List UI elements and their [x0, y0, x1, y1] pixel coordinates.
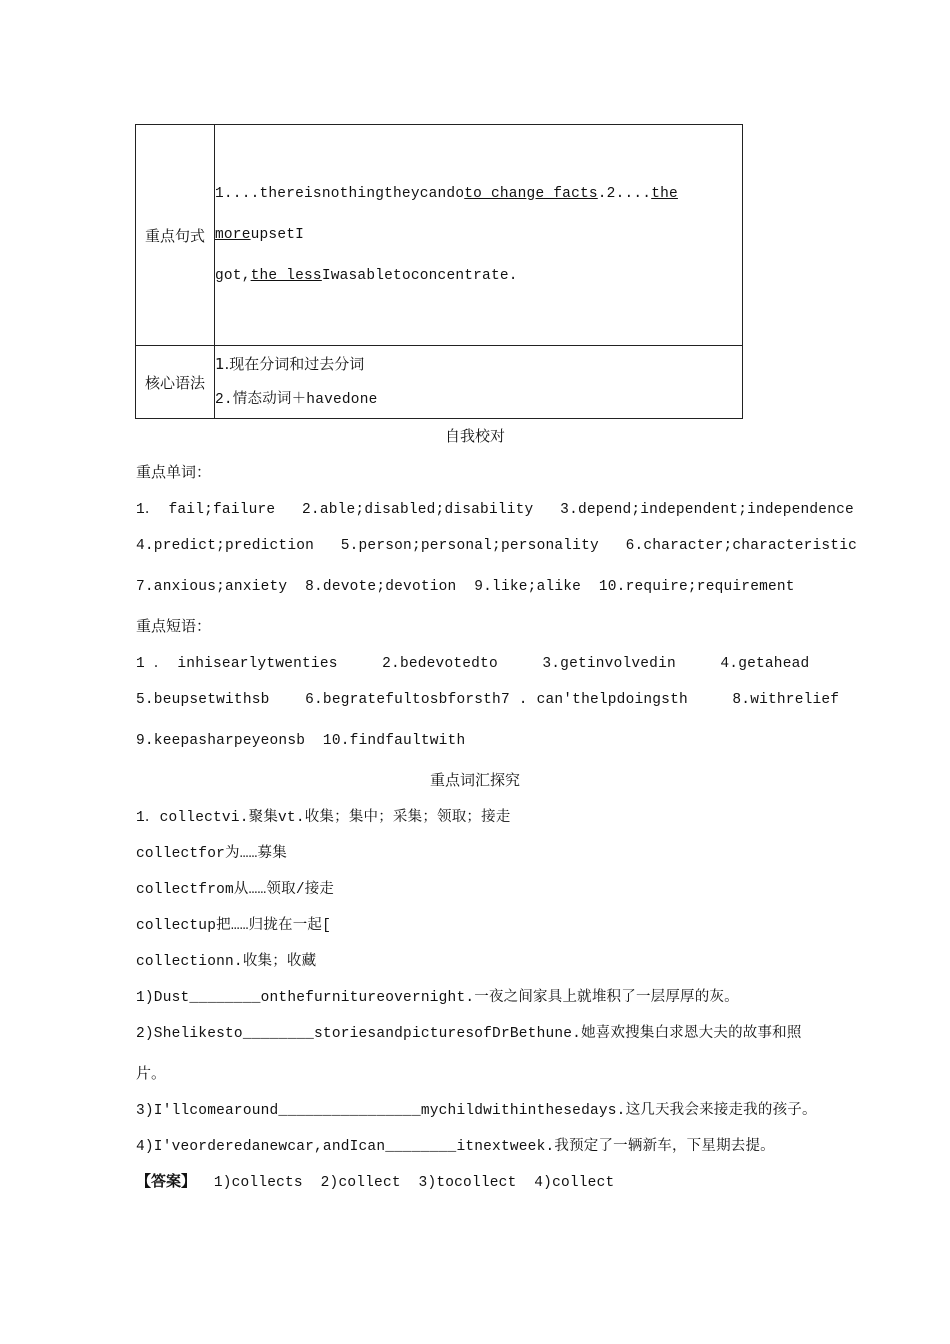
- answer-text: 1)collects 2)collect 3)tocollect 4)collect: [196, 1175, 615, 1191]
- answer-line: [136, 1170, 614, 1191]
- table-row: [136, 346, 743, 419]
- example-2: 2)Shelikesto________storiesandpicturesofDrBethune.她喜欢搜集白求恩大夫的故事和照: [136, 1026, 802, 1042]
- key-sentences-cell: [215, 125, 743, 346]
- words-line-3: 7.anxious;anxiety 8.devote;devotion 9.like;alike 10.require;requirement: [136, 579, 795, 595]
- table-row: [136, 125, 743, 346]
- example-3: 3)I'llcomearound________________mychildwithinthesedays.这几天我会来接走我的孩子。: [136, 1103, 817, 1119]
- vocab-sub-2: collectfrom从……领取/接走: [136, 882, 335, 898]
- vocab-sub-3: collectup把……归拢在一起[: [136, 918, 332, 934]
- vocab-sub-1: collectfor为……募集: [136, 846, 287, 862]
- answer-label: 【答案】: [136, 1172, 197, 1190]
- key-sentence-line-1: 1....thereisnothingtheycandoto change facts.2....the moreupsetI: [215, 185, 678, 243]
- example-2-continued: 片。: [136, 1064, 167, 1082]
- phrases-line-2: 5.beupsetwithsb 6.begratefultosbforsth7 . can'thelpdoingsth 8.withrelief: [136, 692, 840, 708]
- words-line-1: 1． fail;failure 2.able;disabled;disability 3.depend;independent;independence: [136, 502, 854, 518]
- grammar-item-1: 1.现在分词和过去分词: [215, 355, 365, 373]
- self-check-title: 自我校对: [444, 427, 505, 445]
- row-label-core-grammar: 核心语法: [136, 346, 215, 419]
- vocab-title: 重点词汇探究: [429, 771, 520, 789]
- phrases-heading: 重点短语：: [136, 617, 212, 635]
- phrases-line-1: 1 ． inhisearlytwenties 2.bedevotedto 3.getinvolvedin 4.getahead: [136, 656, 810, 672]
- words-heading: 重点单词：: [136, 463, 212, 481]
- vocab-sub-4: collectionn.收集；收藏: [136, 954, 317, 970]
- summary-table: [135, 124, 743, 419]
- key-sentence-line-2: got,the lessIwasabletoconcentrate.: [215, 267, 518, 284]
- phrases-line-3: 9.keepasharpeyeonsb 10.findfaultwith: [136, 733, 466, 749]
- row-label-key-sentences: 重点句式: [136, 125, 215, 346]
- example-1: 1)Dust________onthefurnitureovernight.一夜之间家具上就堆积了一层厚厚的灰。: [136, 990, 739, 1006]
- words-line-2: 4.predict;prediction 5.person;personal;personality 6.character;characteristic: [136, 538, 858, 554]
- example-4: 4)I'veorderedanewcar,andIcan________itnextweek.我预定了一辆新车，下星期去提。: [136, 1139, 775, 1155]
- core-grammar-cell: [215, 346, 743, 419]
- grammar-item-2: 2.情态动词＋havedone: [215, 392, 378, 408]
- vocab-entry: 1．collectvi.聚集vt.收集；集中；采集；领取；接走: [136, 810, 511, 826]
